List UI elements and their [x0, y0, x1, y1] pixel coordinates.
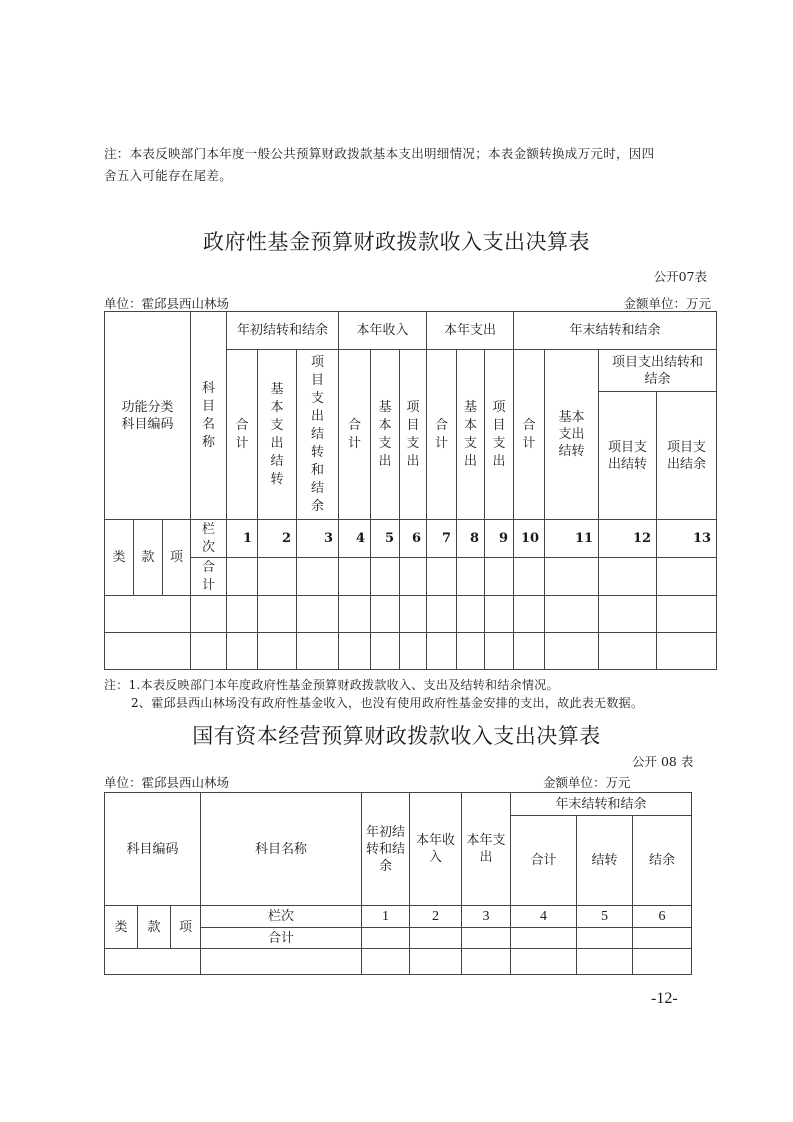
cell [400, 558, 427, 596]
header-subject-name: 科目名称 [191, 312, 227, 520]
cell [514, 558, 545, 596]
cell [297, 558, 339, 596]
cell [427, 596, 457, 633]
header-xiang: 项 [163, 520, 191, 596]
cell [362, 928, 410, 949]
cell [577, 928, 633, 949]
table07-note-1: 注：1.本表反映部门本年度政府性基金预算财政拨款收入、支出及结转和结余情况。 [104, 678, 559, 692]
table08-code: 公开 08 表 [632, 754, 694, 769]
header-end-total: 合计 [511, 816, 577, 906]
column-number: 6 [633, 906, 692, 928]
header-begin-total: 合计 [227, 350, 258, 520]
cell [511, 928, 577, 949]
cell [227, 596, 258, 633]
cell [427, 558, 457, 596]
header-end-basic: 基本支出结转 [545, 350, 599, 520]
cell [599, 558, 657, 596]
cell [545, 596, 599, 633]
cell [514, 596, 545, 633]
cell [297, 633, 339, 670]
column-number: 5 [577, 906, 633, 928]
header-kuan: 款 [138, 906, 171, 949]
header-lei: 类 [105, 520, 134, 596]
cell [371, 558, 400, 596]
column-number: 5 [371, 520, 400, 558]
cell [545, 633, 599, 670]
cell [362, 949, 410, 975]
table08-title: 国有资本经营预算财政拨款收入支出决算表 [192, 724, 601, 748]
table07-code: 公开07表 [653, 269, 707, 284]
column-number: 3 [297, 520, 339, 558]
header-end-carry: 结转 [577, 816, 633, 906]
header-end-surplus: 结余 [633, 816, 692, 906]
cell [371, 633, 400, 670]
cell [633, 928, 692, 949]
cell [400, 596, 427, 633]
header-expense-project: 项目支出 [485, 350, 514, 520]
cell [339, 633, 371, 670]
cell [258, 596, 297, 633]
cell [577, 949, 633, 975]
cell [258, 633, 297, 670]
cell [410, 928, 462, 949]
cell [514, 633, 545, 670]
header-subject-name: 科目名称 [201, 793, 362, 906]
header-expense-total: 合计 [427, 350, 457, 520]
cell [485, 596, 514, 633]
column-number: 13 [657, 520, 717, 558]
cell [462, 928, 511, 949]
cell [227, 558, 258, 596]
header-income-project: 项目支出 [400, 350, 427, 520]
top-note-line-1: 注：本表反映部门本年度一般公共预算财政拨款基本支出明细情况；本表金额转换成万元时，因四 [104, 146, 655, 161]
header-income: 本年收入 [410, 793, 462, 906]
total-label: 合计 [201, 928, 362, 949]
table07-total-row [105, 558, 717, 596]
header-expense-basic: 基本支出 [457, 350, 485, 520]
table07-empty-row [105, 633, 717, 670]
header-end-balance: 年末结转和结余 [514, 312, 717, 350]
header-func-code: 功能分类科目编码 [105, 312, 191, 520]
table08-amount-unit: 金额单位：万元 [543, 775, 631, 790]
header-kuan: 款 [134, 520, 163, 596]
header-end-project-carry: 项目支出结转 [599, 392, 657, 520]
cell [457, 596, 485, 633]
header-lei: 类 [105, 906, 138, 949]
cell [258, 558, 297, 596]
cell [657, 558, 717, 596]
column-number: 8 [457, 520, 485, 558]
cell [657, 633, 717, 670]
column-number: 10 [514, 520, 545, 558]
cell [457, 558, 485, 596]
column-number: 11 [545, 520, 599, 558]
cell [297, 596, 339, 633]
table08-empty-row [105, 949, 692, 975]
cell [105, 633, 191, 670]
header-begin-balance: 年初结转和结余 [227, 312, 339, 350]
cell [657, 596, 717, 633]
cell [201, 949, 362, 975]
column-number: 4 [339, 520, 371, 558]
header-expense: 本年支出 [462, 793, 511, 906]
column-number: 1 [227, 520, 258, 558]
column-index-label: 栏次 [191, 520, 227, 558]
column-number: 9 [485, 520, 514, 558]
header-income-basic: 基本支出 [371, 350, 400, 520]
cell [599, 633, 657, 670]
header-end-project-surplus: 项目支出结余 [657, 392, 717, 520]
column-number: 12 [599, 520, 657, 558]
cell [410, 949, 462, 975]
cell [191, 596, 227, 633]
header-end-total: 合计 [514, 350, 545, 520]
cell [457, 633, 485, 670]
cell [400, 633, 427, 670]
header-xiang: 项 [171, 906, 201, 949]
column-number: 4 [511, 906, 577, 928]
header-income: 本年收入 [339, 312, 427, 350]
cell [633, 949, 692, 975]
column-number: 2 [258, 520, 297, 558]
cell [371, 596, 400, 633]
table07-amount-unit: 金额单位：万元 [623, 296, 711, 311]
cell [511, 949, 577, 975]
top-note-line-2: 舍五入可能存在尾差。 [104, 168, 233, 183]
cell [339, 596, 371, 633]
header-begin-basic: 基本支出结转 [258, 350, 297, 520]
cell [485, 633, 514, 670]
cell [339, 558, 371, 596]
header-income-total: 合计 [339, 350, 371, 520]
cell [105, 596, 191, 633]
column-number: 6 [400, 520, 427, 558]
header-begin-balance: 年初结转和结余 [362, 793, 410, 906]
column-number: 2 [410, 906, 462, 928]
table07-title: 政府性基金预算财政拨款收入支出决算表 [203, 230, 590, 254]
cell [462, 949, 511, 975]
header-expense: 本年支出 [427, 312, 514, 350]
cell [105, 949, 201, 975]
cell [485, 558, 514, 596]
cell [191, 633, 227, 670]
table08 [104, 792, 692, 975]
table07-empty-row [105, 596, 717, 633]
header-subject-code: 科目编码 [105, 793, 201, 906]
column-index-label: 栏次 [201, 906, 362, 928]
table07-note-2: 2、霍邱县西山林场没有政府性基金收入，也没有使用政府性基金安排的支出，故此表无数据。 [131, 696, 644, 710]
header-begin-project: 项目支出结转和结余 [297, 350, 339, 520]
page-number: -12- [651, 990, 678, 1007]
column-number: 3 [462, 906, 511, 928]
cell [227, 633, 258, 670]
column-number: 1 [362, 906, 410, 928]
table07-unit: 单位：霍邱县西山林场 [104, 296, 230, 311]
cell [427, 633, 457, 670]
header-end-project: 项目支出结转和结余 [599, 350, 717, 392]
total-label: 合计 [191, 558, 227, 596]
table08-unit: 单位：霍邱县西山林场 [104, 775, 230, 790]
header-end-balance: 年末结转和结余 [511, 793, 692, 816]
table07 [104, 311, 717, 670]
cell [545, 558, 599, 596]
column-number: 7 [427, 520, 457, 558]
cell [599, 596, 657, 633]
